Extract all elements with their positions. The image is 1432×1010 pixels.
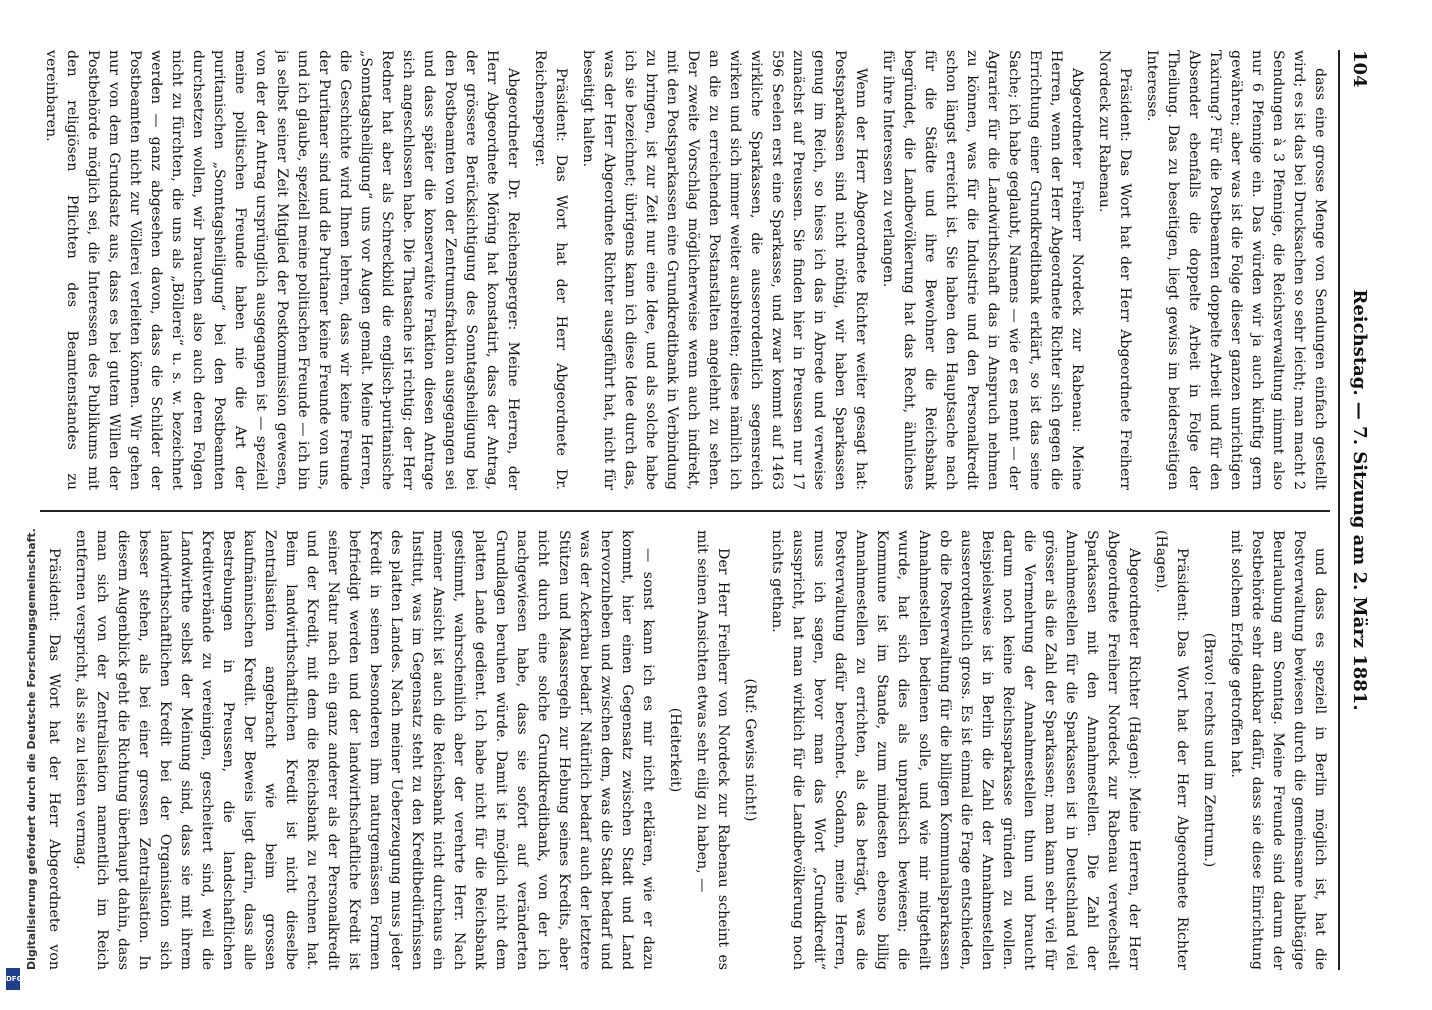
paragraph: Präsident: Das Wort hat der Herr Abgeordnete Dr. Reichensperger. bbox=[532, 50, 569, 490]
paragraph: Präsident: Das Wort hat der Herr Abgeordnete von bbox=[46, 548, 62, 970]
rotated-newspaper-page bbox=[20, 10, 1400, 1010]
paragraph: Der Herr Freiherr von Nordeck zur Rabenau scheint es mit seinen Ansichten etwas sehr eilig zu haben, — bbox=[694, 530, 731, 970]
column-rule bbox=[40, 510, 1330, 512]
paragraph: Präsident: Das Wort hat der Herr Abgeordnete Freiherr Nordeck zur Rabenau. bbox=[1096, 50, 1133, 490]
paragraph: — sonst kann ich es mir nicht erklären, wie er dazu kommt, hier einen Gegensatz zwischen Stadt und Land hervorzuheben und zwischen dem, was die Stadt bedarf und was der Ackerbau bedarf. Natürlich bedarf auch der letztere Stützen und Maassregeln zur Hebung seines Kredits, aber nicht durch eine solche Grundkreditbank, von der ich nachgewiesen habe, dass sie sofort auf veränderten Grundlagen beruhen würde. Damit ist möglich nicht dem platten Lande gedient. Ich habe nicht für die Reichsbank gestimmt, wahrscheinlich aber der verehrte Herr. Nach meiner Ansicht ist auch die Reichsbank nicht durchaus ein Institut, was im Gegensatz steht zu den Kreditbedürfnissen des platten Landes. Nach meiner Ueberzeugung muss jeder Kredit in seinen besonderen ihm naturgemässen Formen befriedigt werden und der landwirthschaftliche Kredit ist seiner Natur nach ein ganz anderer als der Personalkredit und der Kredit, mit dem die Reichsbank zu rechnen hat. Beim landwirthschaftlichen Kredit ist nicht dieselbe Zentralisation angebracht wie beim grossen kaufmännischen Kredit. Der Beweis liegt darin, dass alle Bestrebungen in Preussen, die landschaftlichen Kreditverbände zu vereinigen, gescheitert sind, weil die Landwirthe selbst der Meinung sind, dass sie mit ihrem landwirthschaftlichen Kredit bei der Organisation sich besser stehen, als bei einer grossen Zentralisation. In diesem Augenblick geht die Richtung überhaupt dahin, dass man sich von der Zentralisation namentlich im Reich entfernen verspricht, als sie zu leisten vermag. bbox=[73, 530, 656, 970]
paragraph: Wenn der Herr Abgeordnete Richter weiter gesagt hat: Postsparkassen sind nicht nöthig, wir haben Sparkassen genug im Reich, so hiess ich das in Abrede und verweise zunächst auf Preussen. Sie finden hier in Preussen nur 17 596 Seelen erst eine Sparkasse, und zwar kommt auf 1463 wirkliche Sparkassen, die ausserordentlich segensreich wirken und sich immer weiter ausbreiten; diese nämlich ich an die zu erreichenden Postanstalten angelehnt zu sehen. Der zweite Vorschlag möglicherweise wenn auch indirekt, mit den Postsparkassen eine Grundkreditbank in Verbindung zu bringen, ist zur Zeit nur eine Idee, und als solche habe ich sie bezeichnet; übrigens kann ich diese Idee durch das, was der Herr Abgeordnete Richter ausgeführt hat, nicht für beseitigt halten. bbox=[580, 50, 869, 490]
interjection: (Bravo! rechts und im Zentrum.) bbox=[1201, 632, 1217, 868]
paragraph: Abgeordneter Richter (Hagen): Meine Herren, der Herr Abgeordnete Freiherr Nordeck zur Rabenau verwechselt Sparkassen mit den Annahmestellen. Die Zahl der Annahmestellen für die Sparkassen ist in Deutschland viel grösser als die Zahl der Sparkassen; man kann sehr viel für die Vermehrung der Annahmestellen thun und braucht darum noch keine Reichssparkasse gründen zu wollen. Beispielsweise ist in Berlin die Zahl der Annahmestellen ausserordentlich gross. Es ist einmal die Frage entschieden, ob die Postverwaltung für die billigen Kommunalsparkassen Annahmestellen bedienen solle, und wie mir mitgetheilt wurde, hat sich dies als unpraktisch bewiesen; die Kommune ist im Stande, zum mindesten ebenso billig Annahmestellen zu errichten, als das beträgt, was die Postverwaltung dafür berechnet. Sodann, meine Herren, muss ich sagen, bevor man das Wort „Grundkredit“ ausspricht, hat man wirklich für die Landbevölkerung noch nichts gethan. bbox=[769, 530, 1142, 970]
funding-credit: Digitalisierung gefördert durch die Deutsche Forschungsgemeinschaft. bbox=[25, 528, 38, 970]
page-number: 104 bbox=[1349, 50, 1370, 88]
right-column bbox=[40, 530, 1330, 970]
left-column bbox=[40, 50, 1330, 490]
dfg-logo-icon: DFG bbox=[6, 968, 20, 990]
paragraph: Abgeordneter Freiherr Nordeck zur Rabenau: Meine Herren, wenn der Herr Abgeordnete Richter sich gegen die Errichtung einer Grundkreditbank erklärt, so ist das seine Sache; ich habe geglaubt, Namens — wie er es nennt — der Agrarier für die Landwirthschaft das in Anspruch nehmen zu können, was für die Industrie und den Personalkredit schon längst erreicht ist. Sie haben den Hauptsache nach für die Städte und ihre Bewohner die Reichsbank begründet, die Landbevölkerung hat das Recht, ähnliches für ihre Interessen zu verlangen. bbox=[880, 50, 1085, 490]
paragraph: Präsident: Das Wort hat der Herr Abgeordnete Richter (Hagen). bbox=[1153, 530, 1190, 970]
footer-credit-strip bbox=[2, 0, 38, 1000]
running-title: Reichstag. — 7. Sitzung am 2. März 1881. bbox=[1349, 289, 1370, 711]
header-rule bbox=[1338, 50, 1340, 970]
page-header bbox=[1344, 50, 1370, 950]
paragraph: dass eine grosse Menge von Sendungen einfach gestellt wird; es ist das bei Drucksachen so sehr leicht; man macht 2 Sendungen à 3 Pfennige, die Reichsverwaltung nimmt also nur 6 Pfennige ein. Das würden wir ja auch künftig gern gewähren; aber was ist die Folge dieser ganzen unrichtigen Taxirung? Für die Postbeamten doppelte Arbeit und für den Absender ebenfalls die doppelte Arbeit in Folge der Theilung. Das zu beseitigen, liegt gewiss im beiderseitigen Interesse. bbox=[1144, 50, 1328, 490]
paragraph: Abgeordneter Dr. Reichensperger: Meine Herren, der Herr Abgeordnete Möring hat konstatirt, dass der Antrag, der grössere Berücksichtigung des Sonntagsheiligung bei den Postbeamten von der Zentrumsfraktion ausgegangen sei und dass später die konservative Fraktion diesen Antrage sich angeschlossen habe. Die Thatsache ist richtig; der Herr Redner hat aber als Schreckbild die englisch-puritanische „Sonntagsheiligung“ uns vor Augen gemalt. Meine Herren, die Geschichte wird Ihnen lehren, dass wir keine Freunde der Puritaner sind und die Puritaner keine Freunde von uns, und ich glaube, speziell meine politischen Freunde — ich bin ja selbst seiner Zeit Mitglied der Postkommission gewesen, von der der Antrag ursprünglich ausgegangen ist — speziell meine politischen Freunde haben nie die Art der puritanischen „Sonntagsheiligung“ bei den Postbeamten durchsetzen wollen, wir brauchen also auch deren Folgen nicht zu fürchten, die uns als „Böllerei“ u. s. w. bezeichnet werden — ganz abgesehen davon, dass die Schilder der Postbeamten nicht zur Völlerei verleiten können. Wir gehen nur von dem Grundsatz aus, dass es bei gutem Willen der Postbehörde möglich sei, die Interessen des Publikums mit den religiösen Pflichten des Beamtenstandes zu vereinbaren. bbox=[43, 50, 521, 490]
interjection: (Ruf: Gewiss nicht!) bbox=[742, 678, 758, 822]
interjection: (Heiterkeit) bbox=[667, 707, 683, 793]
paragraph: und dass es speziell in Berlin möglich ist, hat die Postverwaltung bewiesen durch die gemeinsame halbtägige Beurlaubung am Sonntag. Meine Freunde sind darum der Postbehörde sehr dankbar dafür, dass sie diese Einrichtung mit solchem Erfolge getroffen hat. bbox=[1228, 530, 1328, 970]
